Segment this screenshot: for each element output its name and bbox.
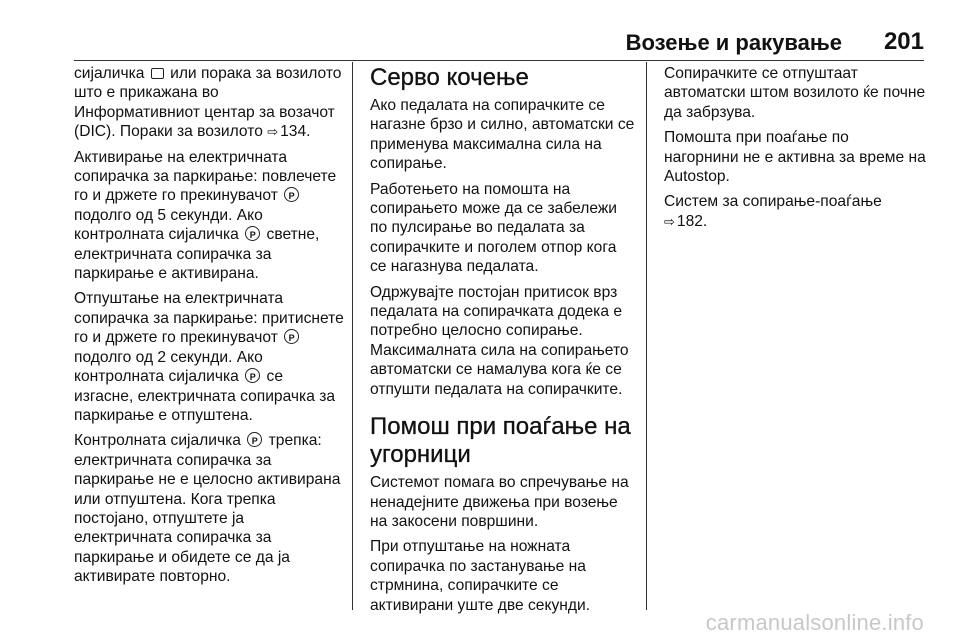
- watermark: carmanualsonline.info: [705, 610, 924, 635]
- parking-brake-icon: [284, 187, 299, 202]
- page-header: [0, 22, 960, 62]
- message-indicator-icon: [151, 68, 164, 79]
- paragraph-stop-start-ref: Систем за сопирање-поаѓање ⇨ 182.: [664, 193, 882, 230]
- header-rule: [74, 60, 924, 61]
- paragraph-activation: Активирање на електричната сопирачка за паркирање: повлечете го и држете го прекинувачот P подолго од 5 секунди. Ако контролната сијаличка P светне, електричната сопирачка за паркирање е активирана.: [74, 148, 346, 284]
- page-number: 201: [883, 28, 924, 55]
- column-divider-right: [646, 62, 647, 610]
- paragraph-flashing: Контролната сијаличка P трепка: електричната сопирачка за паркирање не е целосно активирана или отпуштена. Кога трепка постојано, отпуштете ја електричната сопирачка за паркирање и обидете се да ја активирате повторно.: [74, 431, 346, 586]
- paragraph-hill-start-4: Помошта при поаѓање по нагорнини не е активна за време на Autostop.: [664, 129, 926, 186]
- cross-reference-link[interactable]: 134.: [280, 123, 311, 141]
- paragraph-brake-assist-1: Ако педалата на сопирачките се нагазне брзо и силно, автоматски се применува максимална сила на сопирање.: [370, 97, 635, 173]
- paragraph-release: Отпуштање на електричната сопирачка за паркирање: притиснете го и држете го прекинувачот P подолго од 2 секунди. Ако контролната сијаличка P се изгасне, електричната сопирачка за паркирање е отпуштена.: [74, 289, 346, 425]
- paragraph-brake-assist-2: Работењето на помошта на сопирањето може да се забележи по пулсирање во педалата за сопирачките и поголем отпор кога се нагазнува педалата.: [370, 180, 617, 276]
- running-title: Возење и ракување: [625, 30, 842, 55]
- paragraph-message-indicator: сијаличка или порака за возилото што е прикажана во Информативниот центар за возачот (DIC). Пораки за возилото ⇨ 134.: [74, 65, 342, 141]
- cross-reference-arrow-icon: ⇨: [664, 213, 675, 229]
- section-heading-hill-start-assist: Помош при поаѓање на угорници: [370, 413, 631, 469]
- parking-brake-icon: [284, 329, 299, 344]
- parking-brake-icon: [245, 368, 260, 383]
- paragraph-hill-start-3: Сопирачките се отпуштаат автоматски штом возилото ќе почне да забрзува.: [664, 65, 926, 121]
- cross-reference-link[interactable]: 182.: [676, 212, 708, 230]
- column-left: [74, 64, 346, 593]
- column-middle: [370, 64, 636, 621]
- cross-reference-arrow-icon: ⇨: [267, 124, 279, 140]
- parking-brake-icon: [247, 432, 262, 447]
- section-heading-brake-assist: Серво кочење: [370, 64, 529, 91]
- column-right: [664, 64, 926, 237]
- paragraph-hill-start-1: Системот помага во спречување на ненадејните движења при возење на закосени површини.: [370, 474, 629, 530]
- parking-brake-icon: [245, 226, 260, 241]
- paragraph-brake-assist-3: Одржувајте постојан притисок врз педалата на сопирачката додека е потребно целосно сопирање. Максималната сила на сопирањето автоматски се намалува кога ќе се отпушти педалата на сопирачките.: [370, 283, 629, 398]
- column-divider-left: [352, 62, 353, 610]
- paragraph-hill-start-2: При отпуштање на ножната сопирачка по застанување на стрмнина, сопирачките се активирани уште две секунди.: [370, 538, 591, 614]
